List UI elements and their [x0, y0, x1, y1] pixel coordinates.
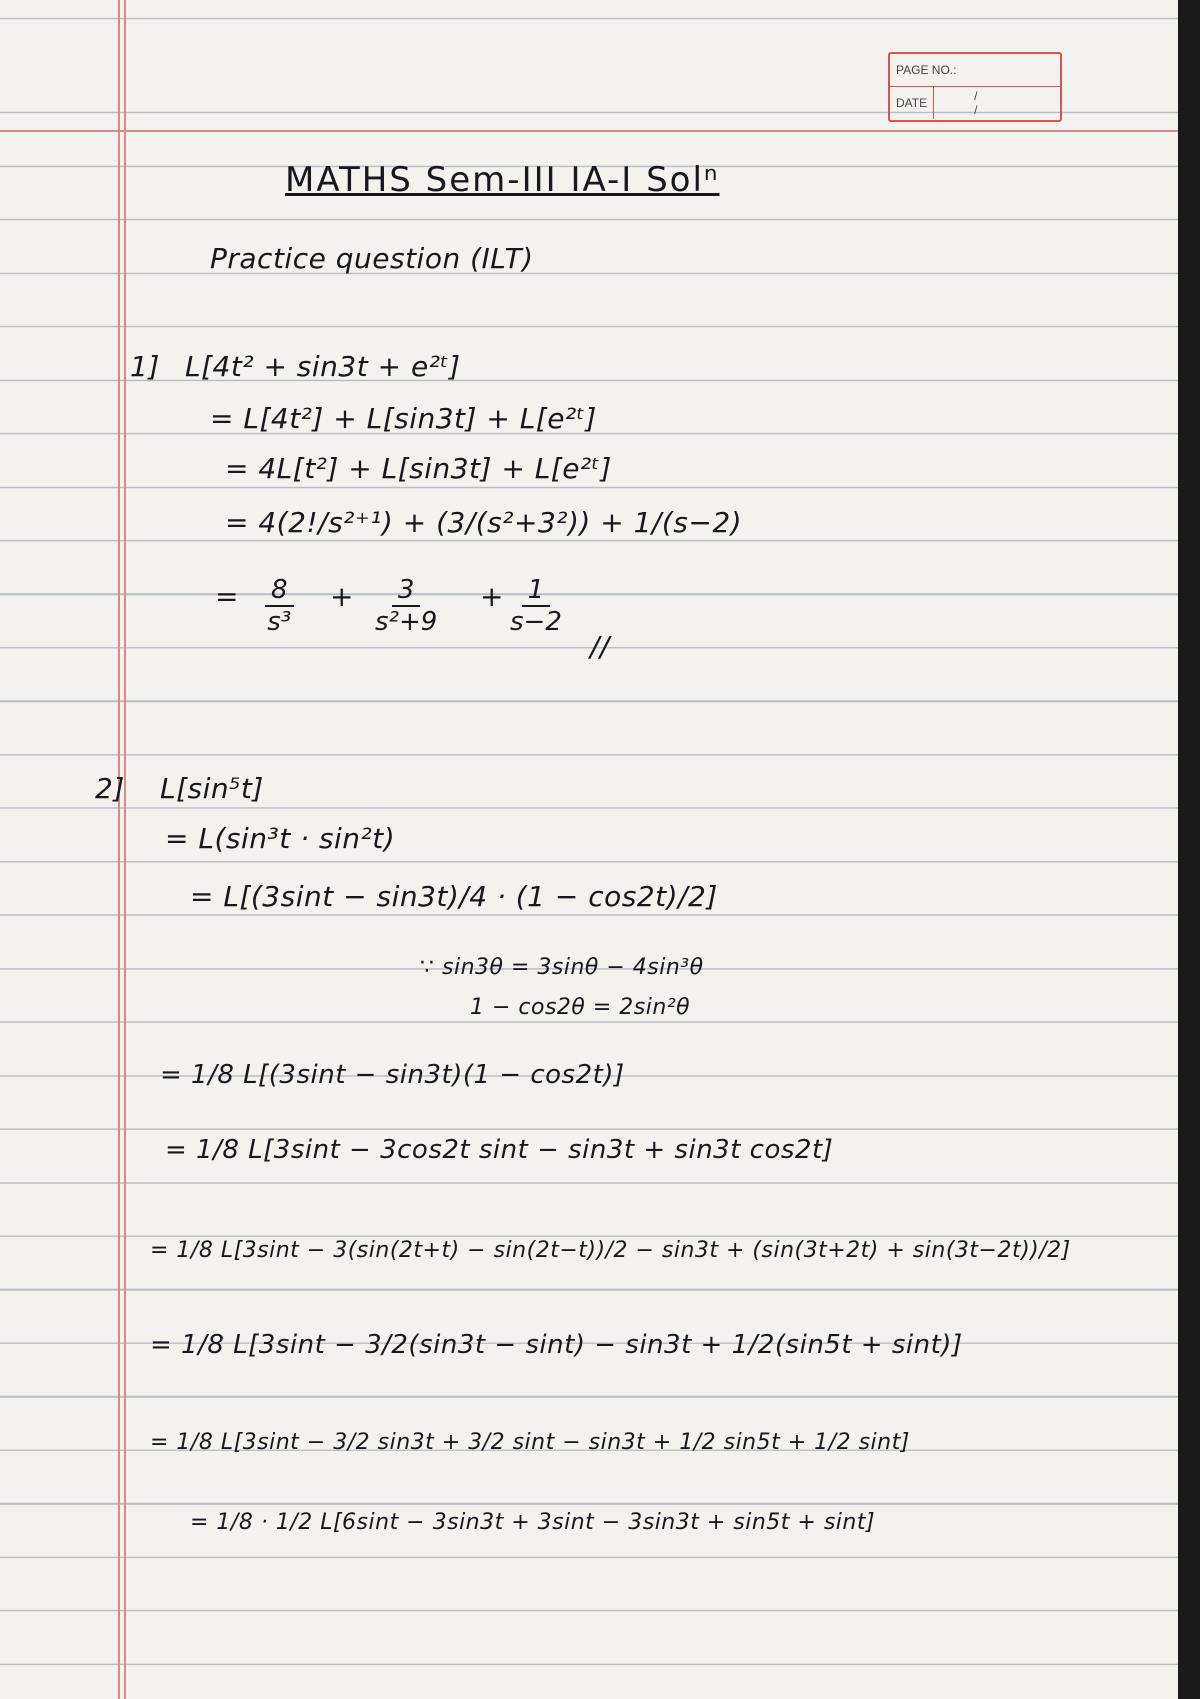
q2-line5: = 1/8 L[3sint − 3cos2t sint − sin3t + sin3t cos2t]: [165, 1135, 834, 1165]
q1-plus-1: +: [330, 580, 354, 613]
q1-plus-2: +: [480, 580, 504, 613]
page-title: MATHS Sem-III IA-I Solⁿ: [285, 160, 720, 200]
q2-line6: = 1/8 L[3sint − 3(sin(2t+t) − sin(2t−t))/2 − sin3t + (sin(3t+2t) + sin(3t−2t))/2]: [150, 1238, 1071, 1263]
q2-line3: = L[(3sint − sin3t)/4 · (1 − cos2t)/2]: [190, 880, 718, 913]
page-date-box: [888, 52, 1062, 122]
q2-line1: L[sin⁵t]: [160, 772, 264, 805]
q1-denominator-2: s²+9: [375, 607, 438, 637]
q1-numerator-3: 1: [522, 575, 551, 607]
q1-denominator-3: s−2: [510, 607, 562, 637]
q2-line4: = 1/8 L[(3sint − sin3t)(1 − cos2t)]: [160, 1060, 625, 1090]
q2-line2: = L(sin³t · sin²t): [165, 822, 396, 855]
q1-answer-equals: =: [215, 580, 239, 613]
page-no-label: PAGE NO.:: [896, 63, 957, 77]
q2-line7: = 1/8 L[3sint − 3/2(sin3t − sint) − sin3t + 1/2(sin5t + sint)]: [150, 1330, 963, 1360]
q1-numerator-1: 8: [265, 575, 294, 607]
q1-line2: = L[4t²] + L[sin3t] + L[e²ᵗ]: [210, 402, 597, 435]
margin-line: [124, 0, 126, 1699]
q2-note-1: ∵ sin3θ = 3sinθ − 4sin³θ: [420, 955, 704, 980]
q2-number: 2]: [95, 772, 125, 805]
q1-line4: = 4(2!/s²⁺¹) + (3/(s²+3²)) + 1/(s−2): [225, 506, 743, 539]
top-rule: [0, 130, 1178, 132]
margin-line: [118, 0, 120, 1699]
q1-fraction-1: [265, 575, 294, 637]
page-no-row: [890, 54, 1060, 86]
q1-line1: L[4t² + sin3t + e²ᵗ]: [185, 350, 461, 383]
q1-number: 1]: [130, 350, 160, 383]
subtitle: Practice question (ILT): [210, 242, 534, 275]
q2-line8: = 1/8 L[3sint − 3/2 sin3t + 3/2 sint − sin3t + 1/2 sin5t + 1/2 sint]: [150, 1430, 910, 1455]
q2-line9: = 1/8 · 1/2 L[6sint − 3sin3t + 3sint − 3sin3t + sin5t + sint]: [190, 1510, 876, 1535]
q1-numerator-2: 3: [392, 575, 421, 607]
q1-fraction-2: [375, 575, 437, 637]
q1-end-mark: //: [590, 630, 610, 663]
date-row: [890, 86, 1060, 119]
date-separators: / /: [974, 89, 1006, 117]
date-label: DATE: [896, 87, 934, 119]
q1-denominator-1: s³: [267, 607, 292, 637]
q1-line3: = 4L[t²] + L[sin3t] + L[e²ᵗ]: [225, 452, 612, 485]
q2-note-2: 1 − cos2θ = 2sin²θ: [470, 995, 691, 1020]
q1-fraction-3: [510, 575, 562, 637]
